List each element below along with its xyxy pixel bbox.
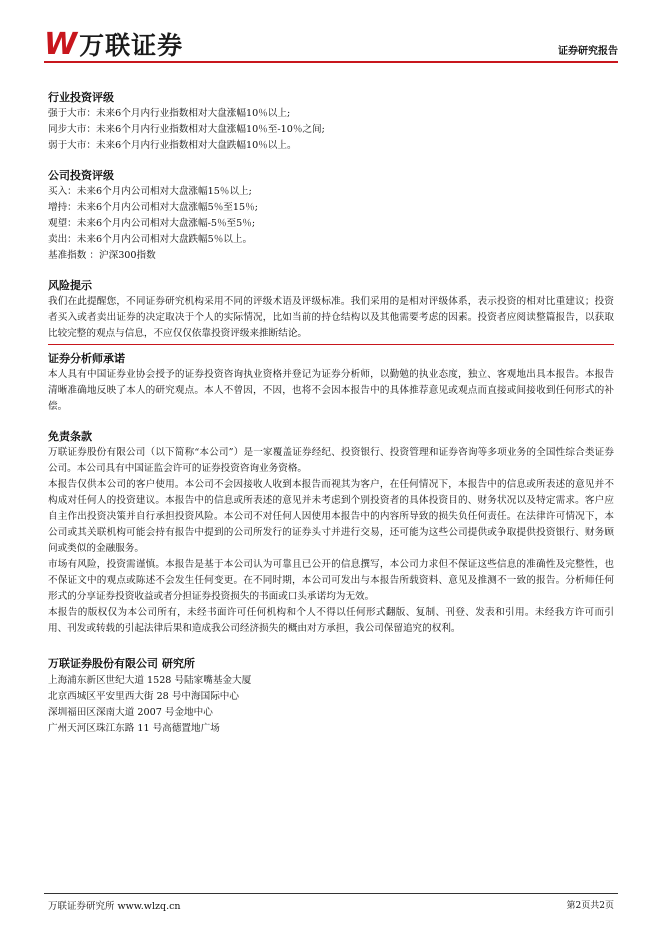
company-address: 深圳福田区深南大道 2007 号金地中心 — [48, 707, 213, 718]
page-header — [44, 28, 618, 62]
company-rating-line: 卖出：未来6个月内公司相对大盘跌幅5％以上。 — [48, 234, 253, 245]
disclaimer-paragraph: 市场有风险，投资需谨慎。本报告是基于本公司认为可靠且已公开的信息撰写，本公司力求但不保证这些信息的准确性及完整性，也不保证文中的观点或陈述不会发生任何变更。在不同时期，本公司可发出与本报告所载资料、意见及推测不一致的报告。分析师任何形式的分享证券投资收益或者分担证券投资损失的书面或口头承诺均为无效。 — [48, 559, 614, 602]
page-content — [48, 90, 614, 737]
disclaimer-paragraph: 万联证券股份有限公司（以下简称“本公司”）是一家覆盖证券经纪、投资银行、投资管理和证券咨询等多项业务的全国性综合类证券公司。本公司具有中国证监会许可的证券投资咨询业务资格。 — [48, 447, 614, 474]
logo-mark: W — [44, 26, 76, 62]
logo-text: 万联证券 — [79, 31, 184, 60]
disclaimer-section — [48, 429, 614, 637]
company-logo — [44, 28, 183, 60]
industry-rating-line: 弱于大市：未来6个月内行业指数相对大盘跌幅10％以上。 — [48, 140, 297, 151]
disclaimer-paragraph: 本报告的版权仅为本公司所有，未经书面许可任何机构和个人不得以任何形式翻版、复制、刊登、发表和引用。未经我方许可而引用、刊发或转载的引起法律后果和造成我公司经济损失的概由对方承担，我公司保留追究的权利。 — [48, 607, 614, 634]
risk-section — [48, 278, 614, 342]
company-rating-line: 观望：未来6个月内公司相对大盘涨幅-5％至5％; — [48, 218, 256, 229]
analyst-title: 证券分析师承诺 — [48, 352, 125, 365]
company-rating-line: 买入：未来6个月内公司相对大盘涨幅15％以上; — [48, 186, 252, 197]
footer-source: 万联证券研究所 www.wlzq.cn — [48, 901, 181, 912]
company-address: 广州天河区珠江东路 11 号高德置地广场 — [48, 723, 220, 734]
section-divider — [48, 344, 614, 345]
footer-divider — [44, 893, 618, 894]
company-info-section — [48, 655, 614, 737]
risk-text: 我们在此提醒您，不同证券研究机构采用不同的评级术语及评级标准。我们采用的是相对评级体系，表示投资的相对比重建议；投资者买入或者卖出证券的决定取决于个人的实际情况，比如当前的持仓结构以及其他需要考虑的因素。投资者应阅读整篇报告，以获取比较完整的观点与信息，不应仅仅依靠投资评级来推断结论。 — [48, 296, 614, 339]
disclaimer-paragraph: 本报告仅供本公司的客户使用。本公司不会因接收人收到本报告而视其为客户，在任何情况下，本报告中的信息或所表述的意见并不构成对任何人的投资建议。本报告中的信息或所表述的意见并未考虑到个别投资者的具体投资目的、财务状况以及特定需求。客户应自主作出投资决策并自行承担投资风险。本公司不对任何人因使用本报告中的内容所导致的损失负任何责任。在法律许可情况下，本公司或其关联机构可能会持有报告中提到的公司所发行的证券头寸并进行交易，还可能为这些公司提供或争取提供投资银行、财务顾问或类似的金融服务。 — [48, 479, 614, 554]
company-rating-line: 增持：未来6个月内公司相对大盘涨幅5％至15％; — [48, 202, 258, 213]
risk-title: 风险提示 — [48, 279, 92, 292]
industry-rating-line: 同步大市：未来6个月内行业指数相对大盘涨幅10％至-10％之间; — [48, 124, 325, 135]
disclaimer-title: 免责条款 — [48, 430, 92, 443]
analyst-section — [48, 351, 614, 415]
header-divider — [44, 61, 618, 63]
analyst-text: 本人具有中国证券业协会授予的证券投资咨询执业资格并登记为证券分析师，以勤勉的执业态度，独立、客观地出具本报告。本报告清晰准确地反映了本人的研究观点。本人不曾因，不因，也将不会因本报告中的具体推荐意见或观点而直接或间接收到任何形式的补偿。 — [48, 369, 614, 412]
company-rating-title: 公司投资评级 — [48, 169, 114, 182]
benchmark-index-line: 基准指数 ：沪深300指数 — [48, 250, 156, 261]
industry-rating-section — [48, 90, 614, 154]
industry-rating-title: 行业投资评级 — [48, 91, 114, 104]
company-name: 万联证券股份有限公司 研究所 — [48, 657, 195, 670]
company-rating-section — [48, 168, 614, 264]
page-number: 第2页共2页 — [566, 901, 614, 911]
industry-rating-line: 强于大市：未来6个月内行业指数相对大盘涨幅10％以上; — [48, 108, 291, 119]
company-address: 北京西城区平安里西大街 28 号中海国际中心 — [48, 691, 239, 702]
report-type-label: 证券研究报告 — [558, 46, 618, 57]
company-address: 上海浦东新区世纪大道 1528 号陆家嘴基金大厦 — [48, 675, 252, 686]
